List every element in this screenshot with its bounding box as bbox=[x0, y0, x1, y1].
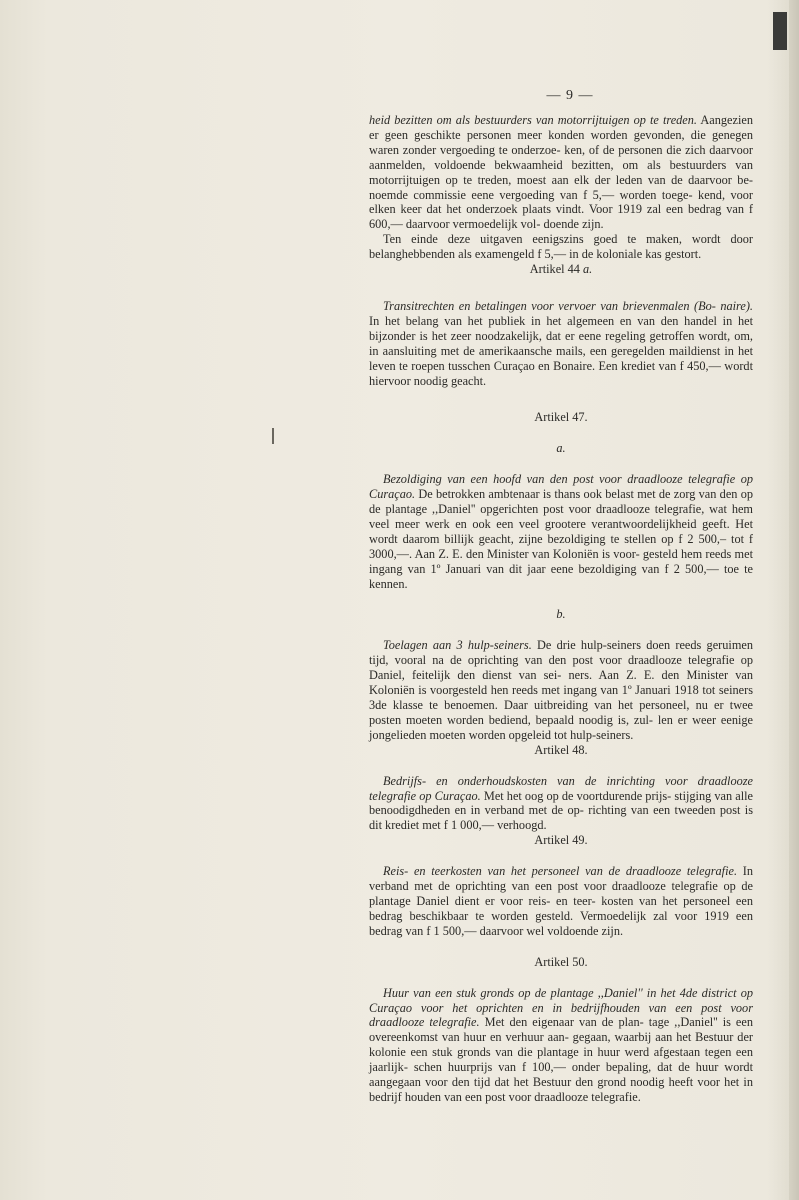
document-body bbox=[369, 113, 753, 1105]
intro-italic: heid bezitten om als bestuurders van motorrijtuigen op te treden. bbox=[369, 113, 697, 127]
margin-mark bbox=[272, 428, 274, 444]
article-47-a-text: Bezoldiging van een hoofd van den post voor draadlooze telegrafie op Curaçao. De betrokken ambtenaar is thans ook belast met de zorg van den op de plantage ,,Daniel'' opgerichten post voor draadlooze telegrafie, wat hem veel meer werk en ook een veel grootere verantwoordelijkheid geeft. Het wordt daarom billijk geacht, zijne bezoldiging te stellen op f 2 500,– tot f 3000,—. Aan Z. E. den Minister van Koloniën is voor- gesteld hem reeds met ingang van 1º Januari van dit jaar eene bezoldiging van f 2 500,— toe te kennen. bbox=[369, 472, 753, 591]
page-number: — 9 — bbox=[546, 88, 594, 103]
intro-text: Aangezien er geen geschikte personen meer konden worden gevonden, die genegen waren zonder vergoeding te onderzoe- ken, of de personen die zich daarvoor aanmelden, voldoende bekwaamheid bezitten, om als bestuurders van motorrijtuigen op te treden, moest aan elk der leden van de daarvoor be- noemde commissie eene vergoeding van f 5,— worden toege- kend, voor elken keer dat het onderzoek plaats vindt. Voor 1919 zal een bedrag van f 600,— daarvoor vermoedelijk vol- doende zijn. bbox=[369, 113, 753, 232]
article-47-heading: Artikel 47. bbox=[534, 410, 588, 425]
corner-marker bbox=[773, 12, 787, 50]
article-48-heading: Artikel 48. bbox=[534, 742, 588, 757]
article-50-heading: Artikel 50. bbox=[534, 954, 588, 969]
article-49-text: Reis- en teerkosten van het personeel van de draadlooze telegrafie. In verband met de oprichting van een post voor draadlooze telegrafie op de plantage Daniel dient er voor reis- en teer- kosten van het personeel een bedrag beschikbaar te worden gesteld. Vermoedelijk zal voor 1919 een bedrag van f 1 500,— daarvoor wel voldoende zijn. bbox=[369, 864, 753, 938]
article-44-heading: Artikel 44 a. bbox=[529, 262, 593, 277]
article-47-sub-a: a. bbox=[556, 441, 566, 456]
article-47-b-text: Toelagen aan 3 hulp-seiners. De drie hulp-seiners doen reeds geruimen tijd, vooral na de oprichting van den post voor draadlooze telegrafie op Daniel, feitelijk den dienst van sei- ners. Aan Z. E. den Minister van Koloniën is voorgesteld hen reeds met ingang van 1º Januari 1918 tot seiners 3de klasse te benoemen. Daar uitbreiding van het personeel, nu er twee posten moeten worden bediend, bepaald noodig is, zul- len er weer eenige jongelieden moeten worden opgeleid tot hulp-seiners. bbox=[369, 638, 753, 742]
paragraph-intro bbox=[369, 113, 753, 232]
article-50-text: Huur van een stuk gronds op de plantage ,,Daniel'' in het 4de district op Curaçao voor het oprichten en in bedrijfhouden van een post voor draadlooze telegrafie. Met den eigenaar van de plan- tage ,,Daniel'' is een overeenkomst van huur en verhuur aan- gegaan, waarbij aan het Bestuur der kolonie een stuk gronds van die plantage in huur werd afgestaan tegen een jaarlijk- schen huurprijs van f 100,— onder bepaling, dat de huur wordt aangegaan voor den tijd dat het Bestuur den grond noodig heeft voor het in bedrijf houden van een post voor draadlooze telegrafie. bbox=[369, 985, 754, 1104]
paragraph-exam-fee: Ten einde deze uitgaven eenigszins goed te maken, wordt door belanghebbenden als examengeld f 5,— in de koloniale kas gestort. bbox=[369, 232, 753, 262]
article-48-text: Bedrijfs- en onderhoudskosten van de inrichting voor draadlooze telegrafie op Curaçao. Met het oog op de voortdurende prijs- stijging van alle benoodigdheden en in verband met de op- richting van een tweeden post is dit krediet met f 1 000,— verhoogd. bbox=[369, 773, 753, 833]
article-47-sub-b: b. bbox=[556, 607, 566, 622]
page-edge bbox=[789, 0, 799, 1200]
article-49-heading: Artikel 49. bbox=[534, 833, 588, 848]
article-44-text: Transitrechten en betalingen voor vervoer van brievenmalen (Bo- naire). In het belang van het publiek in het algemeen en van den handel in het bijzonder is het zeer noodzakelijk, dat er eene regeling getroffen wordt, om, in aansluiting met de amerikaansche mails, een geregelden maildienst in het leven te roepen tusschen Curaçao en Bonaire. Een krediet van f 450,— wordt hiervoor noodig geacht. bbox=[369, 298, 753, 388]
